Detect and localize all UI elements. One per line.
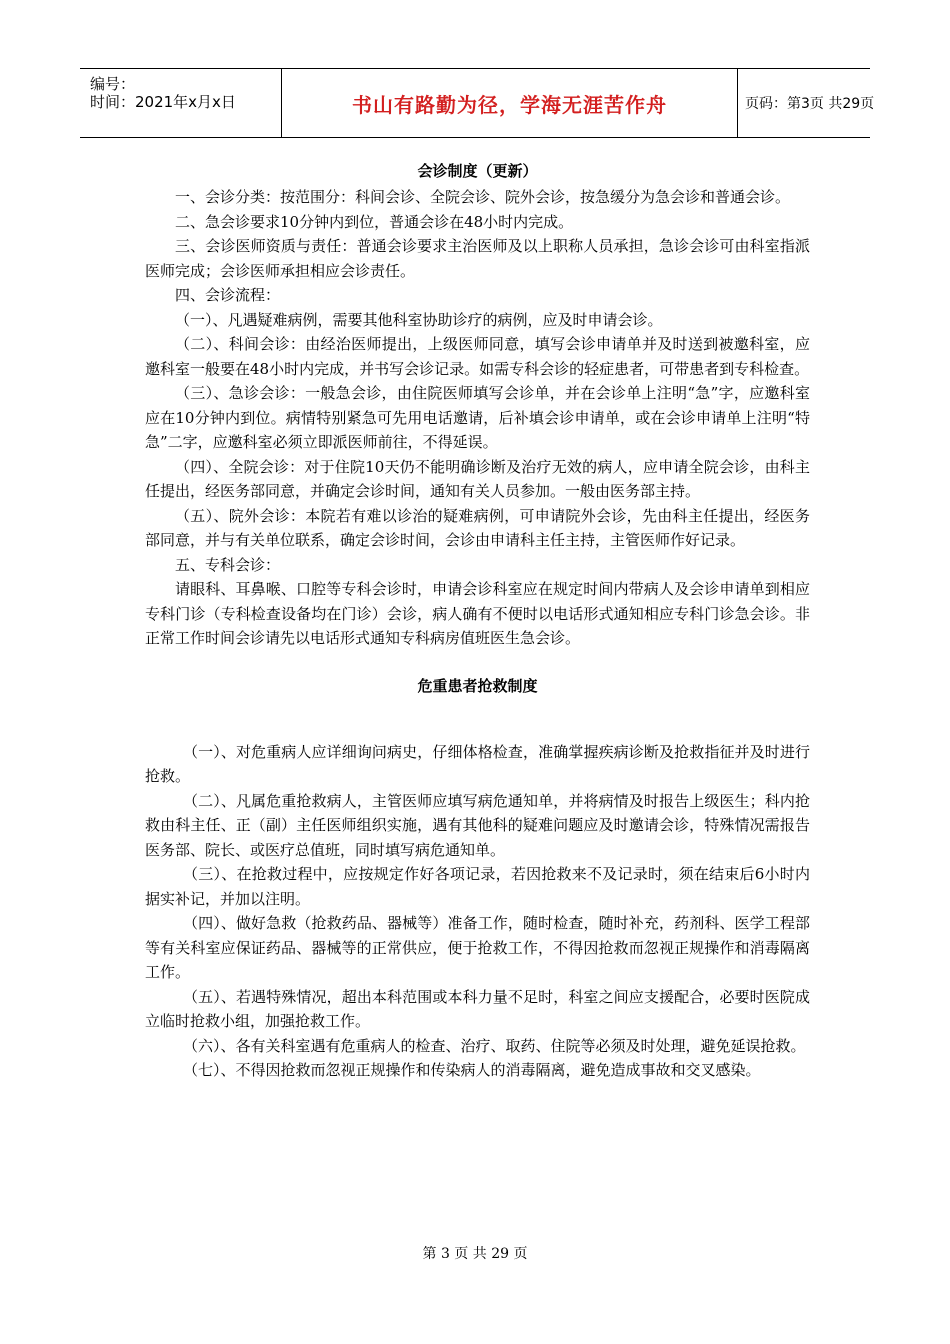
section-spacer [145,700,810,740]
paragraph: （一）、对危重病人应详细询问病史，仔细体格检查，准确掌握疾病诊断及抢救指征并及时进行抢救。 [145,742,810,785]
paragraph: （二）、凡属危重抢救病人，主管医师应填写病危通知单，并将病情及时报告上级医生；科内抢救由科主任、正（副）主任医师组织实施，遇有其他科的疑难问题应及时邀请会诊，特殊情况需报告医务部、院长、或医疗总值班，同时填写病危通知单。 [145,791,810,859]
section-title-consultation: 会诊制度（更新） [417,162,538,180]
paragraph: （二）、科间会诊：由经治医师提出，上级医师同意，填写会诊申请单并及时送到被邀科室，应邀科室一般要在48小时内完成，并书写会诊记录。如需专科会诊的轻症患者，可带患者到专科检查。 [145,335,810,378]
paragraph: （一）、凡遇疑难病例，需要其他科室协助诊疗的病例，应及时申请会诊。 [175,310,663,329]
paragraph: （五）、院外会诊：本院若有难以诊治的疑难病例，可申请院外会诊，先由科主任提出，经医务部同意，并与有关单位联系，确定会诊时间，会诊由申请科主任主持，主管医师作好记录。 [145,506,810,549]
paragraph: 一、会诊分类：按范围分：科间会诊、全院会诊、院外会诊，按急缓分为急会诊和普通会诊。 [175,188,791,206]
header-page-info: 页码：第3页 共29页 [745,96,875,112]
paragraph: （六）、各有关科室遇有危重病人的检查、治疗、取药、住院等必须及时处理，避免延误抢救。 [183,1036,806,1055]
document-body [145,158,810,1083]
paragraph: （七）、不得因抢救而忽视正规操作和传染病人的消毒隔离，避免造成事故和交叉感染。 [183,1061,761,1079]
document-code: 编号： [90,75,136,93]
paragraph: 四、会诊流程： [175,286,281,304]
document-header [80,68,875,138]
header-motto-cell [281,69,738,137]
section-title-rescue: 危重患者抢救制度 [417,676,538,695]
page-footer: 第 3 页 共 29 页 [422,1246,528,1262]
paragraph: 二、急会诊要求10分钟内到位，普通会诊在48小时内完成。 [175,212,574,231]
paragraph: （五）、若遇特殊情况，超出本科范围或本科力量不足时，科室之间应支援配合，必要时医院成立临时抢救小组，加强抢救工作。 [145,987,810,1030]
paragraph: 请眼科、耳鼻喉、口腔等专科会诊时，申请会诊科室应在规定时间内带病人及会诊申请单到相应专科门诊（专科检查设备均在门诊）会诊，病人确有不便时以电话形式通知相应专科门诊急会诊。非正常工作时间会诊请先以电话形式通知专科病房值班医生急会诊。 [145,580,810,647]
header-meta [80,69,281,137]
paragraph: （三）、在抢救过程中，应按规定作好各项记录，若因抢救来不及记录时，须在结束后6小时内据实补记，并加以注明。 [145,865,810,908]
paragraph: 三、会诊医师资质与责任：普通会诊要求主治医师及以上职称人员承担，急诊会诊可由科室指派医师完成；会诊医师承担相应会诊责任。 [145,237,810,280]
paragraph: （三）、急诊会诊：一般急会诊，由住院医师填写会诊单，并在会诊单上注明“急”字，应邀科室应在10分钟内到位。病情特别紧急可先用电话邀请，后补填会诊申请单，或在会诊申请单上注明“特急”二字，应邀科室必须立即派医师前往，不得延误。 [145,384,810,451]
header-page-cell [737,69,875,137]
header-motto: 书山有路勤为径，学海无涯苦作舟 [352,92,667,117]
paragraph: 五、专科会诊： [175,555,281,574]
document-date: 时间：2021年x月x日 [90,93,236,111]
section-spacer [145,651,810,673]
paragraph: （四）、做好急救（抢救药品、器械等）准备工作，随时检查，随时补充，药剂科、医学工程部等有关科室应保证药品、器械等的正常供应，便于抢救工作，不得因抢救而忽视正规操作和消毒隔离工作。 [145,914,810,981]
paragraph: （四）、全院会诊：对于住院10天仍不能明确诊断及治疗无效的病人，应申请全院会诊，由科主任提出，经医务部同意，并确定会诊时间，通知有关人员参加。一般由医务部主持。 [145,457,810,500]
